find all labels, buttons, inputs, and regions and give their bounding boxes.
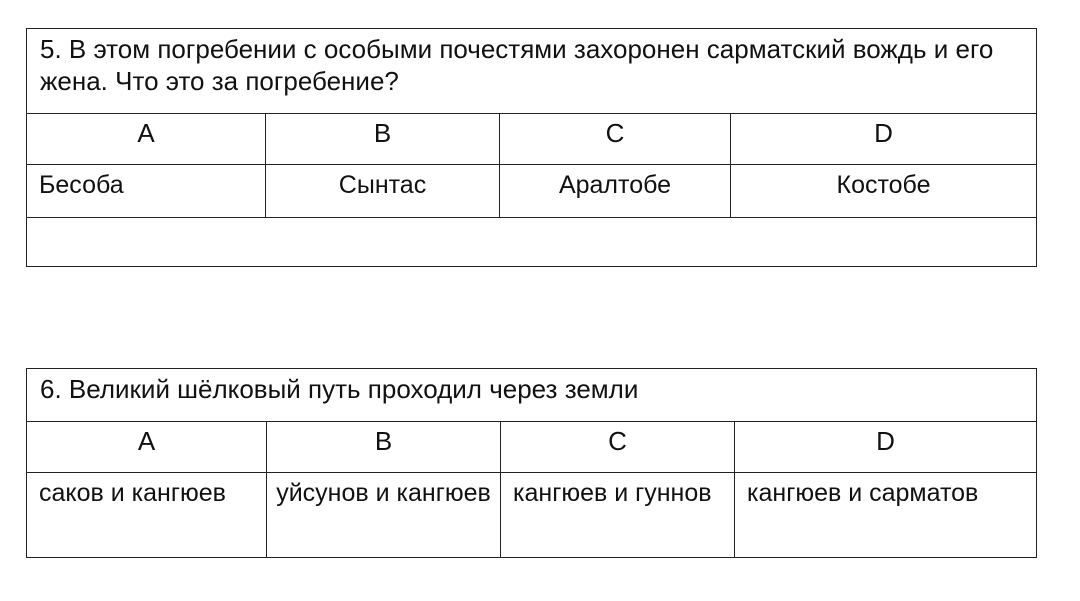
option-letter-c: C [500, 114, 731, 165]
option-letter-a: A [27, 114, 266, 165]
option-letter-a: A [27, 422, 267, 473]
option-letter-b: B [267, 422, 501, 473]
answer-row-empty [27, 218, 1037, 267]
option-a-answer: саков и кангюев [27, 473, 267, 558]
option-letter-b: B [266, 114, 500, 165]
option-c-answer: Аралтобе [500, 165, 731, 218]
option-letter-c: C [501, 422, 735, 473]
option-c-answer: кангюев и гуннов [501, 473, 735, 558]
option-letter-d: D [735, 422, 1037, 473]
question-6-text: 6. Великий шёлковый путь проходил через земли [27, 369, 1037, 422]
option-letter-d: D [731, 114, 1037, 165]
question-5-table [26, 28, 1037, 267]
question-6-table [26, 368, 1037, 558]
question-5-text: 5. В этом погребении с особыми почестями захоронен сарматский вождь и его жена. Что это за погребение? [27, 29, 1037, 114]
option-d-answer: кангюев и сарматов [735, 473, 1037, 558]
option-b-answer: Сынтас [266, 165, 500, 218]
option-a-answer: Бесоба [27, 165, 266, 218]
option-d-answer: Костобе [731, 165, 1037, 218]
option-b-answer: уйсунов и кангюев [267, 473, 501, 558]
